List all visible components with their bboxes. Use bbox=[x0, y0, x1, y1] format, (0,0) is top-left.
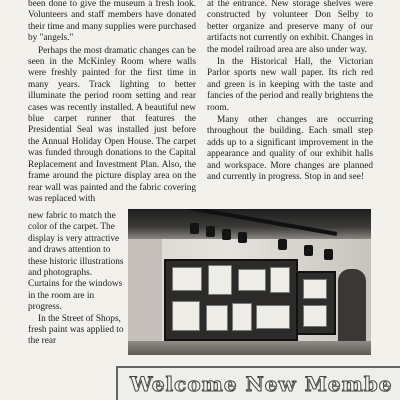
framed-picture bbox=[208, 265, 232, 295]
track-lamp bbox=[238, 232, 247, 243]
mckinley-room-photo bbox=[128, 209, 371, 355]
track-lamp bbox=[222, 229, 231, 240]
framed-picture bbox=[303, 279, 327, 299]
framed-picture bbox=[172, 267, 202, 291]
left-paragraph-2: Perhaps the most dramatic changes can be seen in the McKinley Room where walls were freshly painted for the first time in many years. Track lighting to better illuminate the period room setting and rear cases was recently installed. A beautiful new blue carpet runner that features the Presidential Seal was installed just before the Annual Holiday Open House. The carpet was funded through donations to the Capital Replacement and Investment Plan. Also, the frame around the picture display area on the rear wall was painted and the fabric covering was replaced with bbox=[28, 45, 196, 204]
track-lamp bbox=[304, 245, 313, 256]
banner-title: Welcome New Membe bbox=[130, 372, 393, 396]
side-display-frame bbox=[296, 271, 336, 335]
framed-picture bbox=[270, 267, 290, 293]
track-lamp bbox=[278, 239, 287, 250]
right-paragraph-1: at the entrance. New storage shelves were constructed by volunteer Don Selby to better organize and preserve many of our artifacts not currently on exhibit. Changes in the model railroad area are also under way. bbox=[207, 0, 374, 55]
wrapped-text-column bbox=[28, 211, 124, 348]
framed-picture bbox=[172, 301, 200, 331]
track-lamp bbox=[190, 223, 199, 234]
welcome-banner bbox=[116, 366, 400, 400]
wrapped-paragraph-continued: new fabric to match the color of the carpet. The display is very attractive and draws attention to these historic illustrations and photographs. Curtains for the windows in the room are in progress. bbox=[28, 211, 124, 313]
framed-picture bbox=[303, 305, 327, 327]
track-lamp bbox=[324, 249, 333, 260]
framed-picture bbox=[232, 303, 252, 331]
right-paragraph-2: In the Historical Hall, the Victorian Parlor sports new wall paper. Its rich red and green is in keeping with the taste and fancies of the period and really brightens the room. bbox=[207, 57, 373, 113]
track-lamp bbox=[206, 226, 215, 237]
wrapped-paragraph-street-of-shops: In the Street of Shops, fresh paint was applied to the rear bbox=[28, 313, 124, 347]
right-paragraph-3: Many other changes are occurring throughout the building. Each small step adds up to a significant improvement in the appearance and quality of our exhibit halls and workspace. More changes are planned and currently in progress. Stop in and see! bbox=[207, 115, 373, 183]
photo-side-wall bbox=[128, 239, 162, 355]
left-paragraph-1: been done to give the museum a fresh look. Volunteers and staff members have donated their time and many supplies were purchased by "angels." bbox=[28, 0, 196, 44]
right-text-column bbox=[207, 0, 373, 185]
framed-picture bbox=[238, 269, 266, 291]
photo-floor bbox=[128, 341, 371, 355]
framed-picture bbox=[256, 305, 290, 329]
framed-picture bbox=[206, 305, 228, 331]
arched-doorway bbox=[338, 269, 366, 341]
left-text-column bbox=[28, 0, 196, 206]
picture-display-frame bbox=[164, 259, 298, 341]
